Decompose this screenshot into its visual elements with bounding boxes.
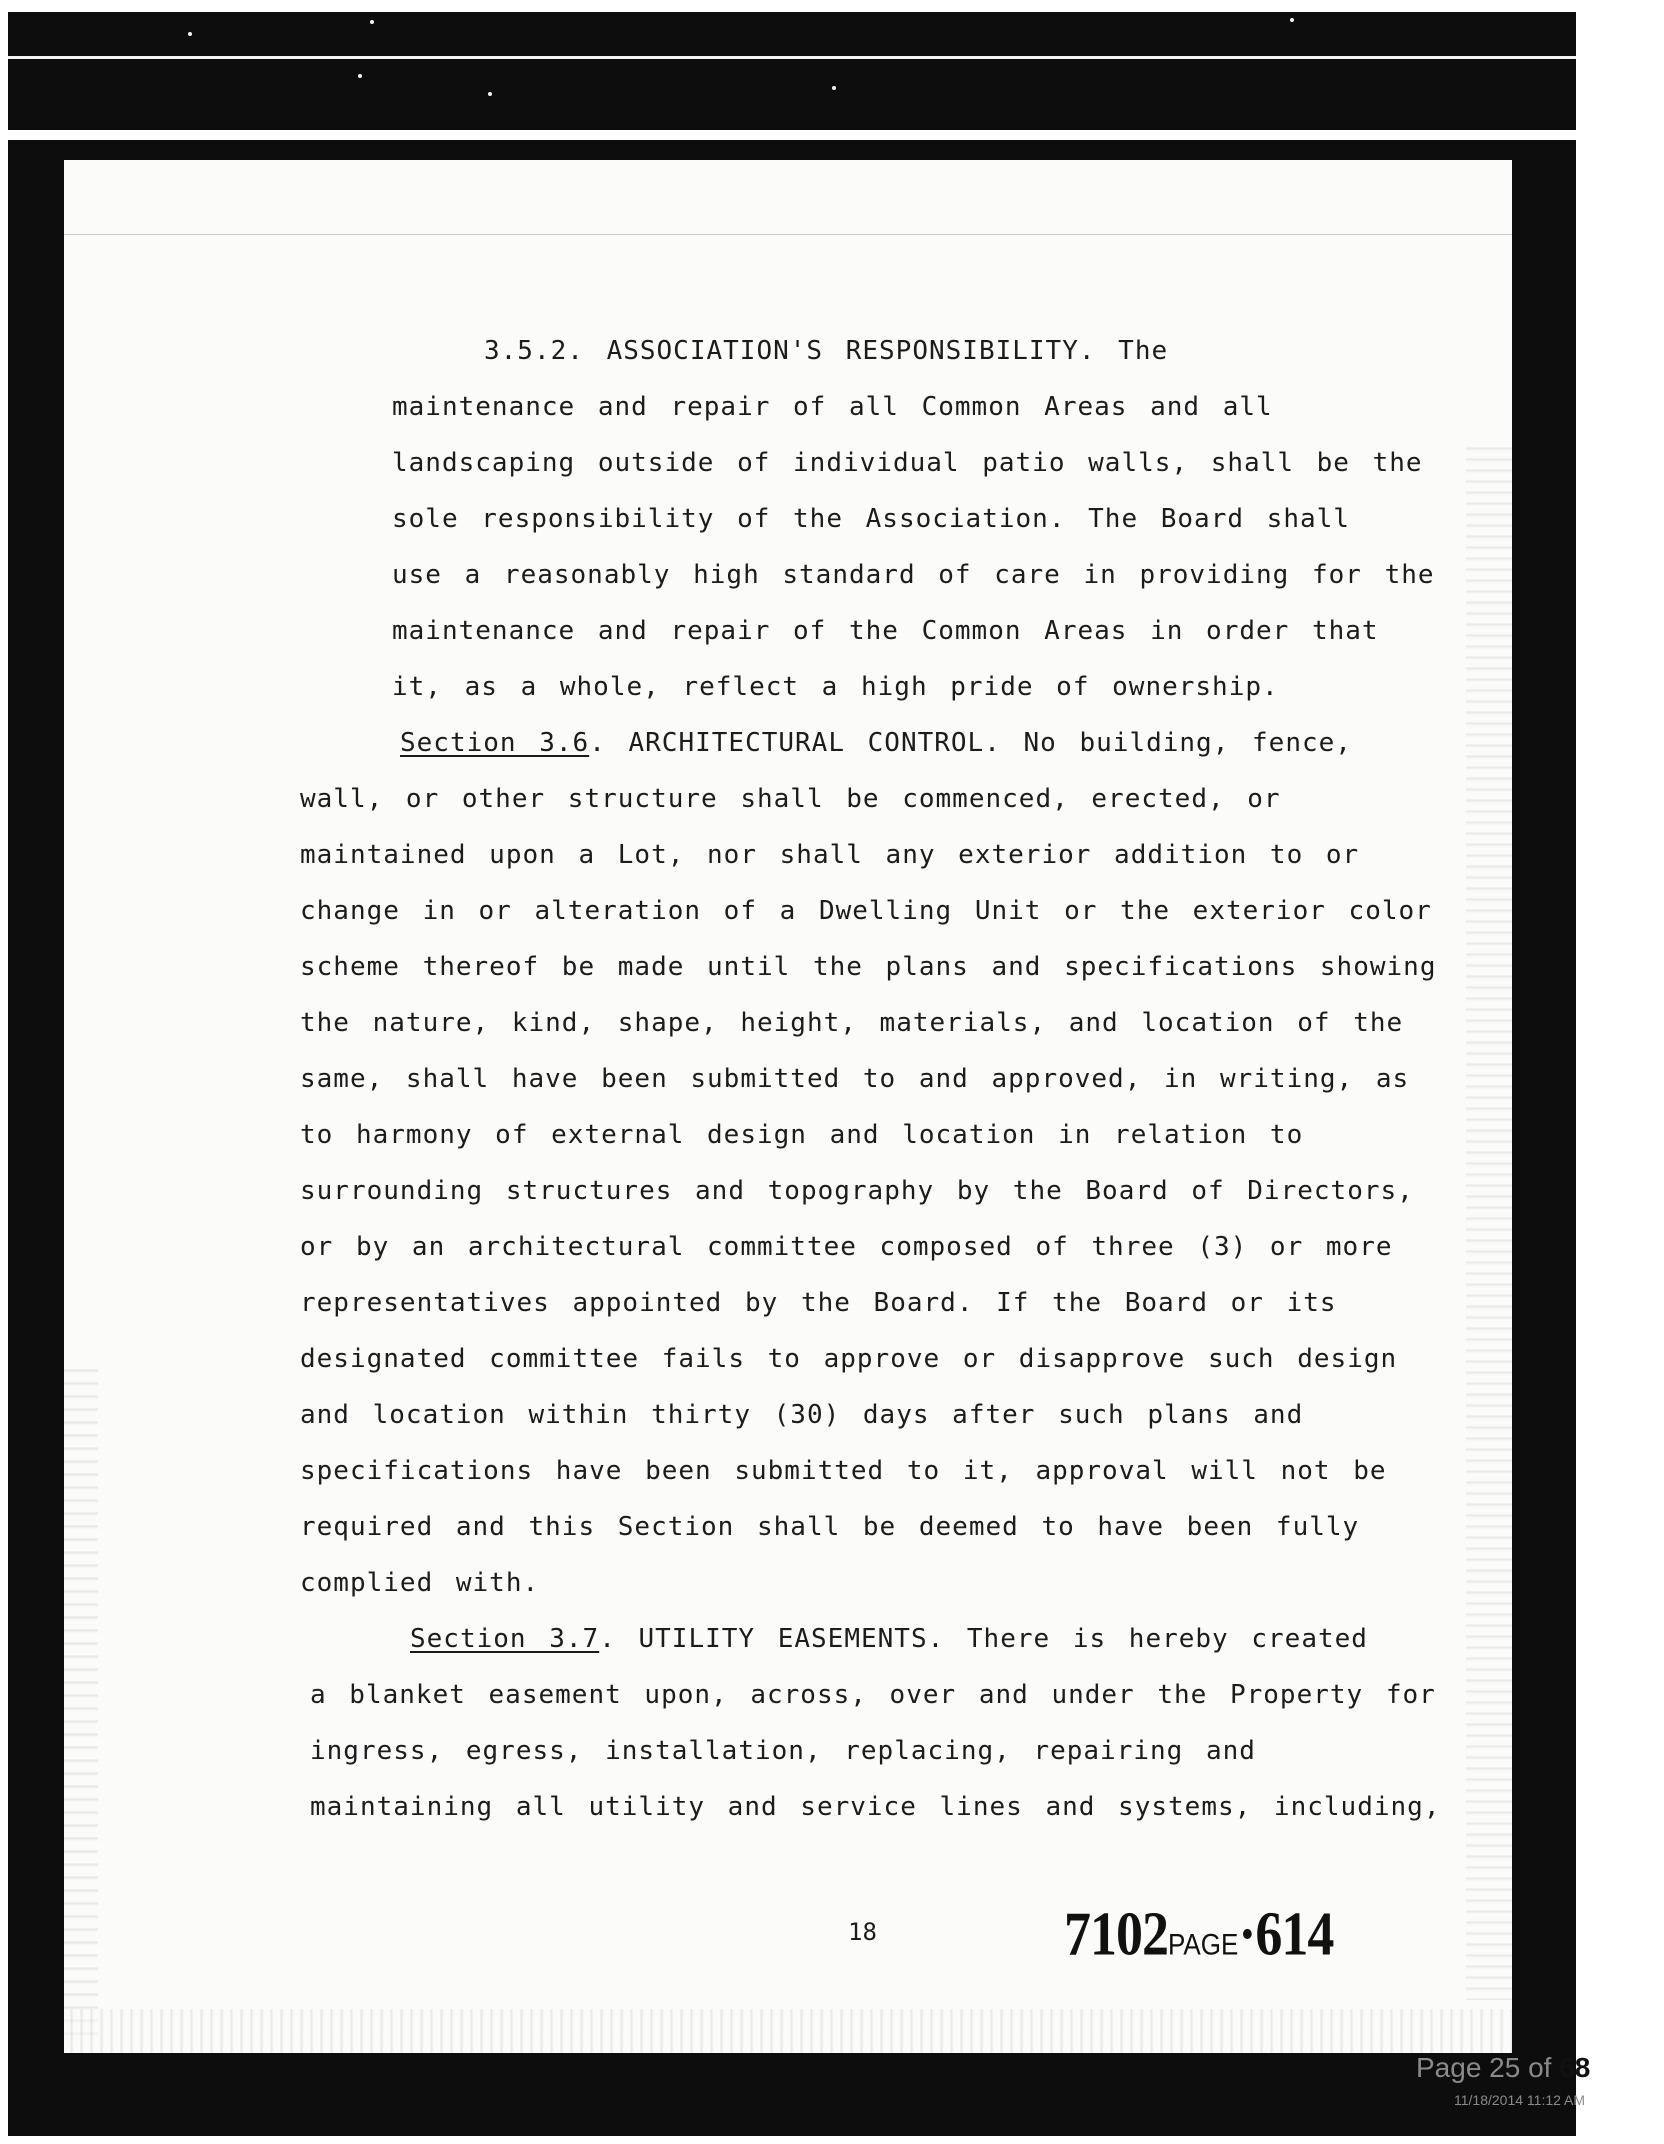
book-page-label: PAGE xyxy=(1168,1926,1239,1962)
page-counter xyxy=(1416,2052,1590,2084)
print-timestamp: 11/18/2014 11:12 AM xyxy=(1454,2092,1586,2108)
book-page-number: 614 xyxy=(1255,1899,1334,1969)
scan-noise-bottom xyxy=(64,2009,1512,2053)
text-line: scheme thereof be made until the plans and specifications showing xyxy=(300,952,1437,982)
text-line: same, shall have been submitted to and approved, in writing, as xyxy=(300,1064,1410,1094)
scan-dust xyxy=(488,92,492,96)
text-line: wall, or other structure shall be commenced, erected, or xyxy=(300,784,1281,814)
text-line: surrounding structures and topography by the Board of Directors, xyxy=(300,1176,1414,1206)
scan-noise-right xyxy=(1466,440,1512,2000)
book-page-dash: · xyxy=(1238,1899,1256,1969)
text-line: specifications have been submitted to it, approval will not be xyxy=(300,1456,1387,1486)
text-line: and location within thirty (30) days after such plans and xyxy=(300,1400,1304,1430)
text-line: required and this Section shall be deemed to have been fully xyxy=(300,1512,1360,1542)
text-line: maintenance and repair of all Common Areas and all xyxy=(392,392,1273,422)
text-line: change in or alteration of a Dwelling Unit or the exterior color xyxy=(300,896,1432,926)
text-line: maintaining all utility and service lines and systems, including, xyxy=(310,1792,1441,1822)
book-number: 7102 xyxy=(1064,1899,1168,1969)
page-counter-total: 68 xyxy=(1559,2052,1591,2083)
text-line: representatives appointed by the Board. If the Board or its xyxy=(300,1288,1337,1318)
section-heading-text: . UTILITY EASEMENTS. There is hereby created xyxy=(599,1624,1368,1654)
text-line: or by an architectural committee composed of three (3) or more xyxy=(300,1232,1393,1262)
text-line: sole responsibility of the Association. The Board shall xyxy=(392,504,1350,534)
section-label: Section 3.6 xyxy=(400,728,590,758)
text-line: ingress, egress, installation, replacing, repairing and xyxy=(310,1736,1256,1766)
section-heading-text: . ARCHITECTURAL CONTROL. No building, fence, xyxy=(589,728,1352,758)
page-number: 18 xyxy=(848,1918,877,1946)
scan-dust xyxy=(188,32,192,36)
text-line: use a reasonably high standard of care in providing for the xyxy=(392,560,1435,590)
top-scan-band xyxy=(8,12,1576,130)
section-label: Section 3.7 xyxy=(410,1624,600,1654)
text-line: a blanket easement upon, across, over and under the Property for xyxy=(310,1680,1436,1710)
section-heading-line xyxy=(400,728,1352,758)
scan-dust xyxy=(832,86,836,90)
text-line: maintained upon a Lot, nor shall any exterior addition to or xyxy=(300,840,1360,870)
scan-dust xyxy=(370,20,374,24)
text-line: designated committee fails to approve or disapprove such design xyxy=(300,1344,1398,1374)
section-heading-line xyxy=(410,1624,1368,1654)
text-line: it, as a whole, reflect a high pride of ownership. xyxy=(392,672,1279,702)
text-line: landscaping outside of individual patio walls, shall be the xyxy=(392,448,1423,478)
scan-noise-left xyxy=(64,1360,98,2040)
text-line: maintenance and repair of the Common Areas in order that xyxy=(392,616,1379,646)
text-line: 3.5.2. ASSOCIATION'S RESPONSIBILITY. The xyxy=(484,336,1169,366)
page-top-rule xyxy=(64,234,1512,235)
text-line: complied with. xyxy=(300,1568,540,1598)
scanned-page xyxy=(64,160,1512,2053)
book-page-stamp xyxy=(1064,1898,1333,1969)
scan-dust xyxy=(1290,18,1294,22)
scan-dust xyxy=(358,74,362,78)
text-line: the nature, kind, shape, height, materials, and location of the xyxy=(300,1008,1404,1038)
page-counter-prefix: Page 25 of xyxy=(1416,2052,1560,2083)
top-band-rule xyxy=(8,56,1576,59)
text-line: to harmony of external design and location in relation to xyxy=(300,1120,1304,1150)
